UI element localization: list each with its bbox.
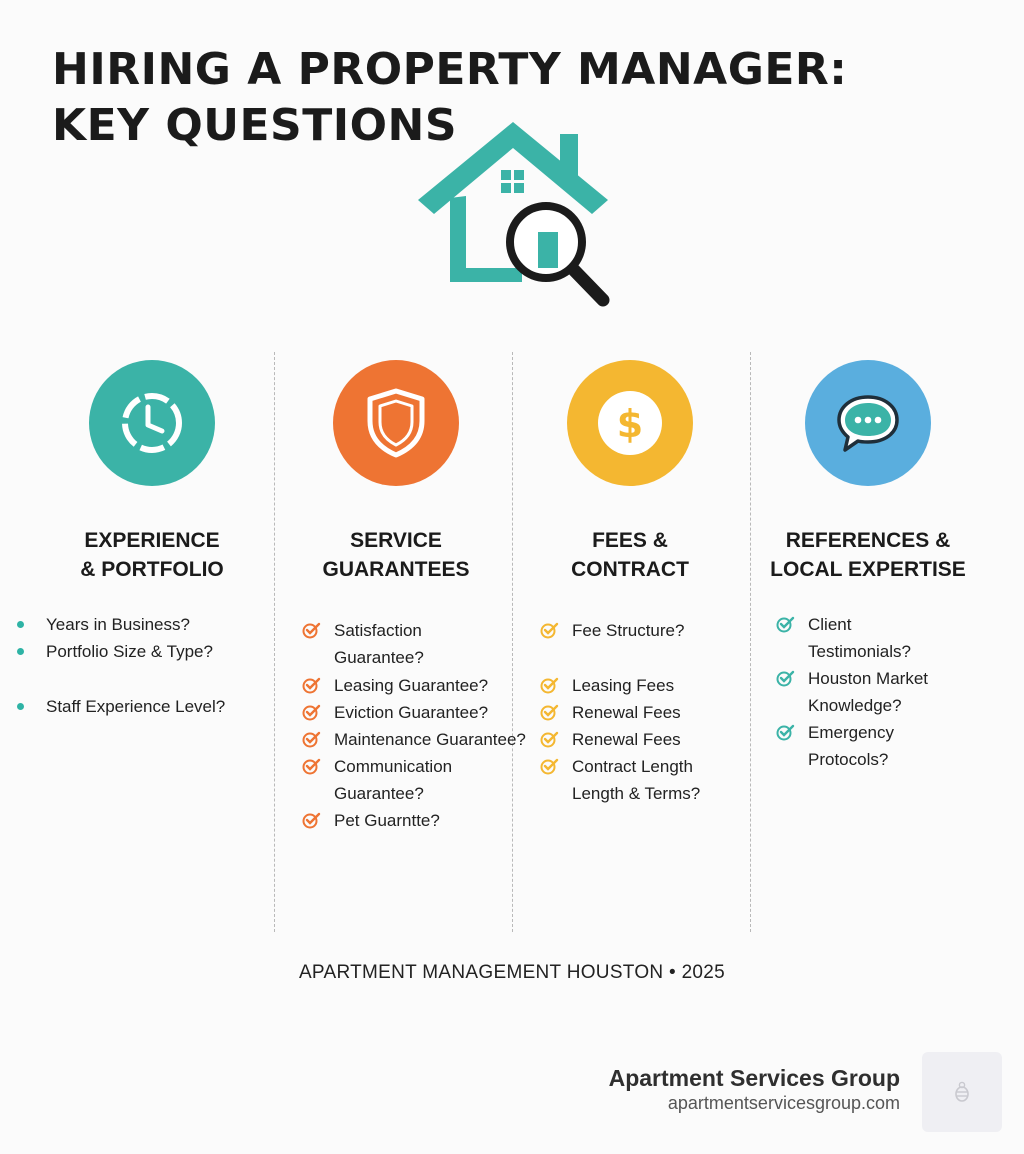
column-icon-circle (89, 360, 215, 486)
shield-icon (364, 387, 428, 459)
check-icon (776, 615, 796, 633)
column-title: EXPERIENCE & PORTFOLIO (80, 529, 224, 581)
column-icon-circle (567, 360, 693, 486)
svg-text:$: $ (616, 402, 644, 446)
check-icon (302, 811, 322, 829)
list-item: Pet Guarntte? (302, 807, 554, 834)
column-fees-contract (512, 360, 748, 803)
list-item: Client Testimonials? (776, 611, 1024, 665)
brand-name: Apartment Services Group (608, 1065, 900, 1091)
check-icon (302, 703, 322, 721)
column-icon-circle (805, 360, 931, 486)
column-title: FEES & CONTRACT (571, 529, 689, 581)
bullet-dot (17, 703, 24, 710)
dollar-coin-icon (596, 389, 664, 457)
check-icon (776, 669, 796, 687)
column-icon-circle (333, 360, 459, 486)
list-item: Communication Guarantee? (302, 753, 554, 807)
page-title: HIRING A PROPERTY MANAGER: KEY QUESTIONS (52, 44, 848, 151)
bullet-dot (17, 621, 24, 628)
list-item: Satisfaction Guarantee? (302, 617, 554, 671)
brand-block (609, 1064, 900, 1114)
column-divider (274, 352, 275, 932)
check-icon (540, 757, 560, 775)
check-icon (540, 676, 560, 694)
list-item: Emergency Protocols? (776, 719, 1024, 773)
list-item: Leasing Guarantee? (302, 672, 554, 699)
check-icon (302, 676, 322, 694)
column-experience (34, 360, 270, 716)
list-item: Fee Structure? (540, 617, 792, 644)
list-item: Leasing Fees (540, 672, 792, 699)
house-magnifier-icon (410, 118, 620, 318)
check-icon (540, 621, 560, 639)
speech-bubble-icon (833, 391, 903, 455)
column-references (750, 360, 986, 769)
brand-url[interactable]: apartmentservicesgroup.com (667, 1093, 900, 1113)
list-item: Houston Market Knowledge? (776, 665, 1024, 719)
clock-icon (118, 389, 186, 457)
column-title: REFERENCES & LOCAL EXPERTISE (770, 529, 966, 581)
list-item: Years in Business? (14, 611, 266, 638)
bee-logo-glyph (951, 1080, 973, 1104)
check-icon (540, 730, 560, 748)
list-item: Maintenance Guarantee? (302, 726, 554, 753)
list-item: Contract Length Length & Terms? (540, 753, 792, 807)
bullet-dot (17, 648, 24, 655)
check-icon (540, 703, 560, 721)
check-icon (302, 621, 322, 639)
list-item: Renewal Fees (540, 726, 792, 753)
column-title: SERVICE GUARANTEES (322, 529, 470, 581)
list-item: Eviction Guarantee? (302, 699, 554, 726)
list-item: Renewal Fees (540, 699, 792, 726)
column-service-guarantees (278, 360, 526, 830)
list-item: Staff Experience Level? (14, 693, 266, 720)
check-icon (776, 723, 796, 741)
check-icon (302, 730, 322, 748)
check-icon (302, 757, 322, 775)
footer-caption: APARTMENT MANAGEMENT HOUSTON • 2025 (298, 962, 726, 983)
list-item: Portfolio Size & Type? (14, 638, 266, 665)
bee-logo-icon (922, 1052, 1002, 1132)
